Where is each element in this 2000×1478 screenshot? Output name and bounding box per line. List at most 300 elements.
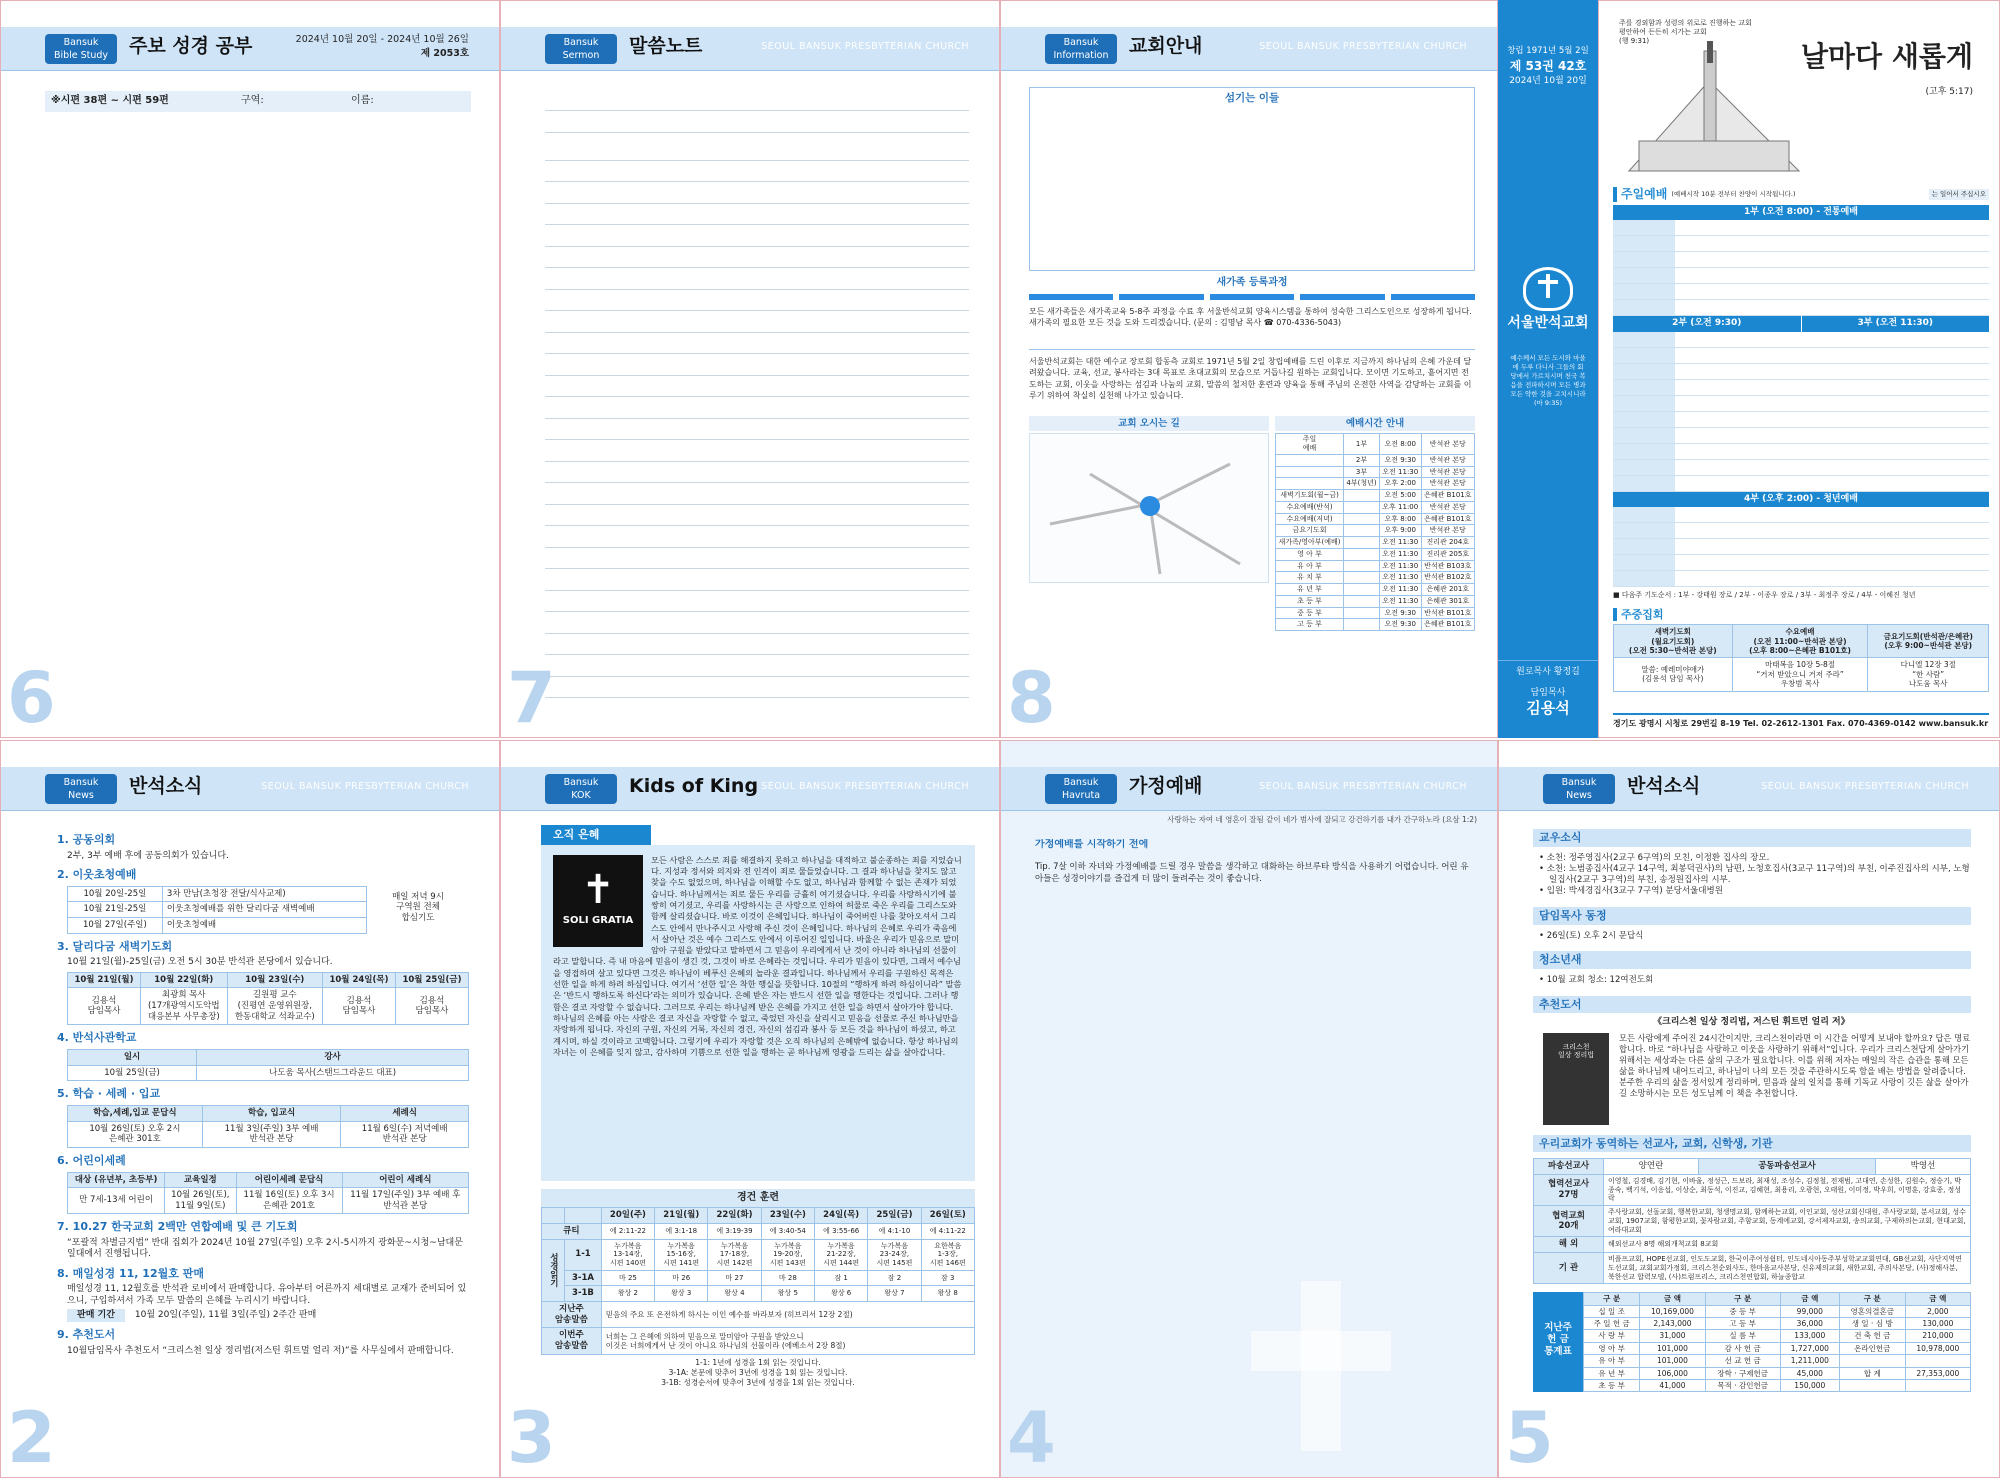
table-cell: 10월 21일-25일 xyxy=(68,902,163,918)
table-cell: 오전 11:30 xyxy=(1379,560,1421,572)
column-header: 강사 xyxy=(197,1049,469,1065)
table-row xyxy=(1276,619,1475,631)
church-logo-icon xyxy=(1523,267,1573,311)
day-header: 25일(금) xyxy=(868,1208,921,1224)
table-header-row xyxy=(1584,1293,1971,1305)
note-line xyxy=(545,591,969,613)
sermon-row xyxy=(545,89,969,111)
table-cell: 반석관 본당 xyxy=(1421,466,1474,478)
issue-info xyxy=(296,33,469,61)
worship-item xyxy=(1613,523,1675,538)
table-cell: 반석관 B102호 xyxy=(1421,572,1474,584)
bible-study-panel xyxy=(0,0,500,738)
daily-bible-text: 매일성경 11, 12월호를 반석관 로비에서 판매합니다. 유아부터 어른까지 세대별로 교재가 준비되어 있으니, 구입하셔서 가족 모두 말씀의 은혜를 누리시기 바랍니다. xyxy=(67,1284,467,1306)
table-cell: 주사랑교회, 선돌교회, 행복한교회, 청생명교회, 함께하는교회, 이인교회, 성산교회신대원, 주사랑교회, 분서교회, 성수교회, 1907교회, 함평한교회, 꽃자람교회, 주함교회, 동계에교회, 강서제자교회, 송의교회, 구제하의는교회, 현대교회, 여라대교회 xyxy=(1604,1206,1971,1237)
table-cell xyxy=(1905,1379,1970,1391)
table-cell: 감 사 헌 금 xyxy=(1705,1342,1780,1354)
table-cell: 4부(청년) xyxy=(1344,478,1380,490)
table-cell: 비플프교회, HOPE선교회, 인도도교회, 한국이주여성쉼터, 인도네시아동주부성학교교회연대, GB선교회, 사단지역연도선교회, 교회교회가정회, 크리스천순외사도, 한마음교사본당, 신유제의교회, 새한교회, 주의사본당, (사)정해사분, 북한선교 합력모델, (사)트럼프리스, 크리스천연합회, 하늘종합교 xyxy=(1604,1253,1971,1284)
day-header: 21일(월) xyxy=(655,1208,708,1224)
worship-item xyxy=(1613,268,1675,283)
table-cell: 오후 9:00 xyxy=(1379,525,1421,537)
table-cell: 수요예배(저녁) xyxy=(1276,513,1344,525)
table-header-row xyxy=(68,1049,469,1065)
column-header xyxy=(565,1208,602,1224)
table-cell: 장학 · 구제헌금 xyxy=(1705,1367,1780,1379)
note-line xyxy=(545,440,969,462)
table-cell: 온라인헌금 xyxy=(1839,1342,1905,1354)
church-name-en: SEOUL BANSUK PRESBYTERIAN CHURCH xyxy=(1761,781,1969,792)
w4-order xyxy=(1613,507,1989,587)
table-row xyxy=(1276,584,1475,596)
note-line xyxy=(545,462,969,484)
page-number: 3 xyxy=(507,1397,556,1478)
table-cell: 오전 5:00 xyxy=(1379,490,1421,502)
table-row xyxy=(68,1121,469,1147)
book-description: 모든 사람에게 주어진 24시간이지만, 크리스천이라면 이 시간을 어떻게 보내야 할까요? 답은 명료합니다. 바로 “하나님을 사랑하고 이웃을 사랑하기 위해서”입니다. 우리가 크리스천답게 살아가기 위해서는 세상과는 다른 삶의 구조가 필요합니다. 이를 위해 저자는 매일의 작은 습관을 통해 모든 삶을 하나님께 내어드리고, 하나님이 나의 모든 것을 주관하시도록 함을 배는 방법을 알려줍니다. 분주한 우리의 삶을 정서있게 정리하며, 믿음과 삶의 일치를 통해 기독교 사랑이 깃든 삶을 살아가길 소망하시는 모든 성도님께 이 책을 추천합니다. xyxy=(1619,1032,1971,1098)
table-row xyxy=(1276,501,1475,513)
table-cell: 오전 9:30 xyxy=(1379,619,1421,631)
note-line xyxy=(545,225,969,247)
w2-header: 2부 (오전 9:30) 3부 (오전 11:30) xyxy=(1613,316,1989,331)
table-cell: 오전 9:30 xyxy=(1379,607,1421,619)
column-header: 새벽기도회 (월요기도회) (오전 5:30~반석관 본당) xyxy=(1614,625,1733,658)
worship-row xyxy=(1613,539,1989,555)
cleaning-title: 청소년새 xyxy=(1533,951,1971,969)
row-label: 해 외 xyxy=(1534,1237,1604,1253)
table-cell: 에 3:1-18 xyxy=(655,1223,708,1239)
table-row xyxy=(68,902,367,918)
column-header: 10월 21일(월) xyxy=(68,972,141,988)
news-item: • 소천: 노범종집사(4교구 14구역, 최봉덕권사)의 남편, 노청호집사(3교구 11구역)의 부친, 이주진집사의 시부, 노형일집사(2교구 3구역)의 부친, 송정원집사의 시부. xyxy=(1539,863,1970,885)
w2-order xyxy=(1613,332,1989,492)
table-cell: 1,727,000 xyxy=(1780,1342,1839,1354)
note-line xyxy=(545,247,969,269)
note-line xyxy=(545,204,969,226)
church-name-en: SEOUL BANSUK PRESBYTERIAN CHURCH xyxy=(761,781,969,792)
invite-title: 2. 이웃초청예배 xyxy=(57,868,137,881)
table-cell: 사 랑 부 xyxy=(1584,1330,1640,1342)
table-cell: 오후 11:00 xyxy=(1379,501,1421,513)
map-title: 교회 오시는 길 xyxy=(1029,416,1269,432)
servers-title: 섬기는 이들 xyxy=(1224,92,1280,104)
senior-pastor-name: 김용석 xyxy=(1526,699,1570,718)
worship-title: 주일예배 xyxy=(1613,187,1667,202)
w1-order xyxy=(1613,220,1989,316)
invite-side-note: 매일 저녁 9시 구역원 전체 합심기도 xyxy=(392,891,444,923)
panel-header xyxy=(1499,767,1999,811)
worship-item xyxy=(1613,412,1675,427)
table-cell: 133,000 xyxy=(1780,1330,1839,1342)
day-header: 22일(화) xyxy=(708,1208,761,1224)
table-cell: 생 일 · 심 방 xyxy=(1839,1318,1905,1330)
table-cell: 목적 · 감인헌금 xyxy=(1705,1379,1780,1391)
table-row xyxy=(1534,1174,1971,1205)
table-row xyxy=(1584,1367,1971,1379)
table-cell xyxy=(1344,584,1380,596)
table-cell: 다니엘 12장 3절 “한 사람” 나도움 목사 xyxy=(1868,658,1989,691)
meeting-text: 2부, 3부 예배 후에 공동의회가 있습니다. xyxy=(67,850,229,861)
page-title: 말씀노트 xyxy=(629,35,703,57)
worship-item xyxy=(1613,380,1675,395)
table-cell xyxy=(1276,478,1344,490)
worship-item xyxy=(1613,220,1675,235)
row-label: 3-1B xyxy=(565,1286,602,1302)
worship-item xyxy=(1613,236,1675,251)
worship-row xyxy=(1613,476,1989,492)
table-cell: 10월 25일(금) xyxy=(68,1065,197,1081)
church-name-en: SEOUL BANSUK PRESBYTERIAN CHURCH xyxy=(761,41,969,52)
note-line xyxy=(545,397,969,419)
table-header-row xyxy=(68,1105,469,1121)
table-cell: 김용석 담임목사 xyxy=(322,988,395,1025)
note-line xyxy=(545,419,969,441)
column-header: 10월 25일(금) xyxy=(395,972,468,988)
table-row xyxy=(1276,595,1475,607)
worship-item xyxy=(1613,300,1675,315)
worship-row xyxy=(1613,220,1989,236)
panel-header xyxy=(1001,767,1497,811)
note-line xyxy=(545,333,969,355)
table-cell: 금요기도회 xyxy=(1276,525,1344,537)
table-cell: 중 등 부 xyxy=(1276,607,1344,619)
worship-row xyxy=(1613,523,1989,539)
training-title: 경건 훈련 xyxy=(541,1189,975,1208)
table-cell: 잠 1 xyxy=(815,1270,868,1286)
table-cell: 수요예배(반석) xyxy=(1276,501,1344,513)
issue-number: 제 2053호 xyxy=(420,48,469,59)
worship-row xyxy=(1613,412,1989,428)
table-cell: 99,000 xyxy=(1780,1305,1839,1317)
page-number: 4 xyxy=(1007,1397,1056,1478)
sale-period-value: 10월 20일(주일), 11월 3일(주일) 2주간 판매 xyxy=(134,1309,317,1320)
column-header: 어린이세례 문답식 xyxy=(236,1172,342,1188)
pastor-activity-title: 담임목사 동정 xyxy=(1533,907,1971,925)
soli-gratia-logo xyxy=(553,855,643,947)
offering-label: 지난주 헌 금 통계표 xyxy=(1533,1292,1583,1392)
table-cell: 은혜관 B101호 xyxy=(1421,513,1474,525)
daily-bible-title: 8. 매일성경 11, 12월호 판매 xyxy=(57,1266,204,1280)
newcomer-text: 모든 새가족들은 새가족교육 5-8주 과정을 수료 후 서울반석교회 양육시스템을 통하여 성숙한 그리스도인으로 성장하게 됩니다. 새가족의 필요한 모든 것을 도와 드리겠습니다. (문의 : 김명남 목사 ☎ 070-4336-5043) xyxy=(1029,306,1475,350)
section-tag: Bansuk Havruta xyxy=(1045,774,1117,804)
panel-header xyxy=(1,27,499,71)
table-cell: 건 축 헌 금 xyxy=(1839,1330,1905,1342)
column-header: 대상 (유년부, 초등부) xyxy=(68,1172,165,1188)
table-cell: 영 아 부 xyxy=(1584,1342,1640,1354)
table-row xyxy=(1534,1159,1971,1175)
page-title: 가정예배 xyxy=(1129,775,1203,797)
page-title: Kids of King xyxy=(629,775,759,797)
date-range: 2024년 10월 20일 - 2024년 10월 26일 xyxy=(295,34,469,45)
table-cell: 영 아 부 xyxy=(1276,548,1344,560)
verse-cell: 믿음의 주요 또 온전하게 하시는 이인 예수를 바라보자 (히브리서 12장 2절) xyxy=(601,1302,974,1328)
table-cell: 106,000 xyxy=(1640,1367,1705,1379)
worship-item xyxy=(1613,364,1675,379)
table-cell: 10,978,000 xyxy=(1905,1342,1970,1354)
worship-row xyxy=(1613,332,1989,348)
table-cell: 진리관 204호 xyxy=(1421,537,1474,549)
column-header: 교육일정 xyxy=(165,1172,236,1188)
dawn-prayer-title: 3. 달리다굼 새벽기도회 xyxy=(57,939,173,953)
table-cell: 왕상 6 xyxy=(815,1286,868,1302)
table-row xyxy=(1584,1379,1971,1391)
column-header xyxy=(542,1208,565,1224)
page-title: 교회안내 xyxy=(1129,35,1203,57)
note-line xyxy=(545,612,969,634)
table-cell: 1부 xyxy=(1344,434,1380,455)
column-header: 10월 24일(목) xyxy=(322,972,395,988)
worship-item xyxy=(1613,444,1675,459)
column-header: 구 분 xyxy=(1584,1293,1640,1305)
page-number: 8 xyxy=(1007,657,1056,738)
section-tag: Bansuk News xyxy=(1543,774,1615,804)
table-cell: 130,000 xyxy=(1905,1318,1970,1330)
table-cell: 은혜관 B101호 xyxy=(1421,490,1474,502)
table-cell: 마 26 xyxy=(655,1270,708,1286)
table-row xyxy=(1276,434,1475,455)
quiz-header xyxy=(45,91,471,112)
table-cell: 말씀: 예레미야애가 (김용석 담임 목사) xyxy=(1614,658,1733,691)
table-cell: 길원평 교수 (진평연 운영위원장, 한동대학교 석좌교수) xyxy=(227,988,322,1025)
note-line xyxy=(545,634,969,656)
table-cell: 왕상 2 xyxy=(601,1286,654,1302)
table-cell: 3부 xyxy=(1344,466,1380,478)
table-cell: 이영철, 김경배, 김기현, 이바울, 정성근, 드보라, 최재성, 조성수, 김정철, 전재범, 고대연, 손성한, 김원수, 정승기, 박종숙, 백기석, 이응섭, 이상순, 최동석, 이진교, 김혜현, 최용리, 오광현, 오태원, 이미정, 박우희, 이명훈, 강효종, 정성락 xyxy=(1604,1174,1971,1205)
table-cell: 유 년 부 xyxy=(1276,584,1344,596)
dawn-prayer-text: 10월 21일(월)-25일(금) 오전 5시 30분 반석관 본당에서 있습니다. xyxy=(67,957,333,968)
table-cell: 이웃초청예배 xyxy=(162,918,366,934)
column-header: 어린이 세례식 xyxy=(342,1172,468,1188)
worship-item xyxy=(1613,476,1675,491)
table-cell: 반석관 본당 xyxy=(1421,501,1474,513)
note-line xyxy=(545,376,969,398)
slogan-ref: (고후 5:17) xyxy=(1925,87,1973,97)
table-cell: 오전 8:00 xyxy=(1379,434,1421,455)
table-cell: 은혜관 301호 xyxy=(1421,595,1474,607)
note-line xyxy=(545,483,969,505)
verse-cell: 너희는 그 은혜에 의하여 믿음으로 말미암아 구원을 받았으니 이것은 너희에게서 난 것이 아니요 하나님의 선물이라 (에베소서 2장 8절) xyxy=(601,1328,974,1354)
table-row xyxy=(1534,1253,1971,1284)
worship-item xyxy=(1613,507,1675,522)
table-cell: 10월 20일-25일 xyxy=(68,886,163,902)
note-line xyxy=(545,698,969,717)
news-item: • 26일(토) 오후 2시 문답식 xyxy=(1539,930,1644,941)
church-intro: 서울반석교회는 대한 예수교 장로회 합동측 교회로 1971년 5월 2일 창립예배를 드린 이후로 지금까지 하나님의 은혜 가운데 달려왔습니다. 교육, 선교, 봉사라는 3대 목표로 초대교회의 모습으로 거듭나길 원하는 교회입니다. 모이면 기도하고, 흩어지면 전도하는 교회, 이웃을 사랑하는 섬김과 나눔의 교회, 말씀의 철저한 훈련과 양육을 통해 주님의 온전한 사역을 감당하는 교회를 이루기 위하여 착실히 실천해 나가고 있습니다. xyxy=(1029,356,1472,400)
table-cell: 해외선교사 8명 해외개척교회 8교회 xyxy=(1604,1237,1971,1253)
column-header: 구 분 xyxy=(1705,1293,1780,1305)
worship-row xyxy=(1613,284,1989,300)
note-lines[interactable] xyxy=(545,139,969,717)
page-number: 5 xyxy=(1505,1397,1554,1478)
table-cell: 왕상 8 xyxy=(921,1286,974,1302)
worship-item xyxy=(1613,539,1675,554)
offering-stats-table xyxy=(1583,1292,1971,1392)
meeting-title: 1. 공동의회 xyxy=(57,833,116,846)
day-header: 20일(주) xyxy=(601,1208,654,1224)
table-cell xyxy=(1276,454,1344,466)
worship-item xyxy=(1613,332,1675,347)
table-cell: 2,143,000 xyxy=(1640,1318,1705,1330)
page-number: 2 xyxy=(7,1397,56,1478)
pastor-activity-list xyxy=(1533,931,1971,942)
page-title: 주보 성경 공부 xyxy=(129,35,253,57)
name-label: 이름: xyxy=(351,95,374,106)
table-row xyxy=(1534,1237,1971,1253)
column-header: 학습, 입교식 xyxy=(202,1105,341,1121)
table-cell xyxy=(1276,466,1344,478)
table-cell: 나도움 목사(스탠드그라운드 대표) xyxy=(197,1065,469,1081)
page-number: 7 xyxy=(507,657,556,738)
table-row xyxy=(1276,513,1475,525)
worship-row xyxy=(1613,460,1989,476)
section-tag: Bansuk Information xyxy=(1045,34,1117,64)
sermon-row xyxy=(545,111,969,133)
table-cell: 영혼의결혼금 xyxy=(1839,1305,1905,1317)
table-cell: 오전 11:30 xyxy=(1379,595,1421,607)
table-cell: 10,169,000 xyxy=(1640,1305,1705,1317)
table-cell: 오후 8:00 xyxy=(1379,513,1421,525)
table-header-row xyxy=(68,1172,469,1188)
book-cover-image: 크리스천 일상 정리법 xyxy=(1543,1033,1609,1125)
cleaning-list xyxy=(1533,975,1971,986)
table-cell xyxy=(1344,607,1380,619)
table-cell: 김용석 담임목사 xyxy=(395,988,468,1025)
note-line xyxy=(545,311,969,333)
table-row xyxy=(1276,525,1475,537)
worship-item xyxy=(1613,252,1675,267)
table-cell xyxy=(1344,501,1380,513)
worship-schedule-table xyxy=(1275,433,1475,631)
table-cell: 오후 2:00 xyxy=(1379,478,1421,490)
child-baptism-title: 6. 어린이세례 xyxy=(57,1153,126,1167)
table-cell: 210,000 xyxy=(1905,1330,1970,1342)
sermon-notes-panel xyxy=(500,0,1000,738)
table-cell: 김용석 담임목사 xyxy=(68,988,141,1025)
table-cell: 이웃초청예배를 위한 달리다굼 새벽예배 xyxy=(162,902,366,918)
row-label: 성경읽기 xyxy=(542,1239,565,1302)
table-row xyxy=(68,918,367,934)
table-cell: 1,211,000 xyxy=(1780,1355,1839,1367)
table-row xyxy=(542,1286,975,1302)
table-cell: 에 4:1-10 xyxy=(868,1223,921,1239)
news-item: • 소천: 정주영집사(2교구 6구역)의 모친, 이정환 집사의 장모. xyxy=(1539,852,1770,863)
slogan: 날마다 새롭게 xyxy=(1800,40,1973,73)
table-cell: 101,000 xyxy=(1640,1342,1705,1354)
worship-row xyxy=(1613,300,1989,316)
note-line xyxy=(545,161,969,183)
church-name: 서울반석교회 xyxy=(1507,314,1589,331)
founding-date: 창립 1971년 5월 2일 xyxy=(1507,46,1589,56)
church-name-en: SEOUL BANSUK PRESBYTERIAN CHURCH xyxy=(261,781,469,792)
start-title: 가정예배를 시작하기 전에 xyxy=(1035,839,1149,850)
news2-panel xyxy=(1498,740,2000,1478)
table-cell: 오전 11:30 xyxy=(1379,548,1421,560)
cover-page xyxy=(1598,0,2000,738)
page-number: 6 xyxy=(7,657,56,738)
academy-title: 4. 반석사관학교 xyxy=(57,1031,137,1045)
table-cell: 27,353,000 xyxy=(1905,1367,1970,1379)
table-cell: 반석관 본당 xyxy=(1421,454,1474,466)
table-cell: 왕상 5 xyxy=(761,1286,814,1302)
column-header: 일시 xyxy=(68,1049,197,1065)
day-header: 23일(수) xyxy=(761,1208,814,1224)
table-cell: 반석관 B103호 xyxy=(1421,560,1474,572)
table-row xyxy=(1276,466,1475,478)
newcomer-step xyxy=(1210,294,1294,300)
panel-header xyxy=(501,767,999,811)
section-tag: Bansuk Sermon xyxy=(545,34,617,64)
newcomer-step xyxy=(1391,294,1475,300)
table-cell: 반석관 본당 xyxy=(1421,525,1474,537)
table-cell: 오전 9:30 xyxy=(1379,454,1421,466)
table-cell xyxy=(1344,560,1380,572)
table-cell: 마태복음 10장 5-8절 “거저 받았으니 거저 주라” 우창범 목사 xyxy=(1732,658,1868,691)
devotion-schedule-table xyxy=(541,1207,975,1354)
table-cell: 만 7세-13세 어린이 xyxy=(68,1188,165,1214)
table-cell: 에 3:55-66 xyxy=(815,1223,868,1239)
dawn-prayer-table xyxy=(67,972,469,1026)
worship-row xyxy=(1613,364,1989,380)
row-label: 협력교회 20개 xyxy=(1534,1206,1604,1237)
member-news-list xyxy=(1533,853,1971,897)
note-line xyxy=(545,655,969,677)
table-row xyxy=(542,1270,975,1286)
panel-header xyxy=(1,767,499,811)
verse-label: 구역: xyxy=(241,95,264,106)
note-line xyxy=(545,290,969,312)
table-cell: 고 등 부 xyxy=(1705,1318,1780,1330)
worship-item xyxy=(1613,571,1675,586)
row-label: 지난주 암송말씀 xyxy=(542,1302,602,1328)
table-header-row xyxy=(68,972,469,988)
table-cell: 11월 6일(수) 저녁예배 반석관 본당 xyxy=(341,1121,469,1147)
day-header: 24일(목) xyxy=(815,1208,868,1224)
worship-row xyxy=(1613,268,1989,284)
table-cell: 진리관 205호 xyxy=(1421,548,1474,560)
note-line xyxy=(545,268,969,290)
worship-item xyxy=(1613,348,1675,363)
newcomer-step xyxy=(1029,294,1113,300)
w4-header: 4부 (오후 2:00) - 청년예배 xyxy=(1613,492,1989,507)
table-row xyxy=(542,1328,975,1354)
table-cell: 새가족/영아부(예배) xyxy=(1276,537,1344,549)
invite-schedule-table xyxy=(67,886,367,934)
weekday-meetings-table xyxy=(1613,624,1989,691)
table-cell: 101,000 xyxy=(1640,1355,1705,1367)
panel-header xyxy=(1001,27,1497,71)
table-cell: 에 4:11-22 xyxy=(921,1223,974,1239)
table-row xyxy=(1584,1305,1971,1317)
book-text: 10월담임목사 추천도서 “크리스천 일상 정리법(저스틴 휘트멀 얼리 저)”를 사무실에서 판매합니다. xyxy=(67,1345,454,1356)
table-cell xyxy=(1344,537,1380,549)
kids-panel xyxy=(500,740,1000,1478)
table-cell xyxy=(1905,1355,1970,1367)
church-building-illustration xyxy=(1609,41,1819,181)
table-cell: 주 일 헌 금 xyxy=(1584,1318,1640,1330)
cover-verse: 예수께서 모든 도시와 마을에 두루 다니사 그들의 회당에서 가르치시며 천국 복음을 전파하시며 모든 병과 모든 약한 것을 고치시니라 (마 9:35) xyxy=(1510,354,1586,408)
church-building-icon xyxy=(1609,41,1819,181)
table-cell: 박영선 xyxy=(1875,1159,1970,1175)
note-line xyxy=(545,182,969,204)
baptism-title: 5. 학습 · 세례 · 입교 xyxy=(57,1087,161,1101)
newcomer-steps xyxy=(1029,294,1475,300)
table-row xyxy=(1584,1318,1971,1330)
table-cell: 주일 예배 xyxy=(1276,434,1344,455)
table-cell: 에 2:11-22 xyxy=(601,1223,654,1239)
note-line xyxy=(545,548,969,570)
table-cell: 초 등 부 xyxy=(1584,1379,1640,1391)
table-cell: 에 3:19-39 xyxy=(708,1223,761,1239)
